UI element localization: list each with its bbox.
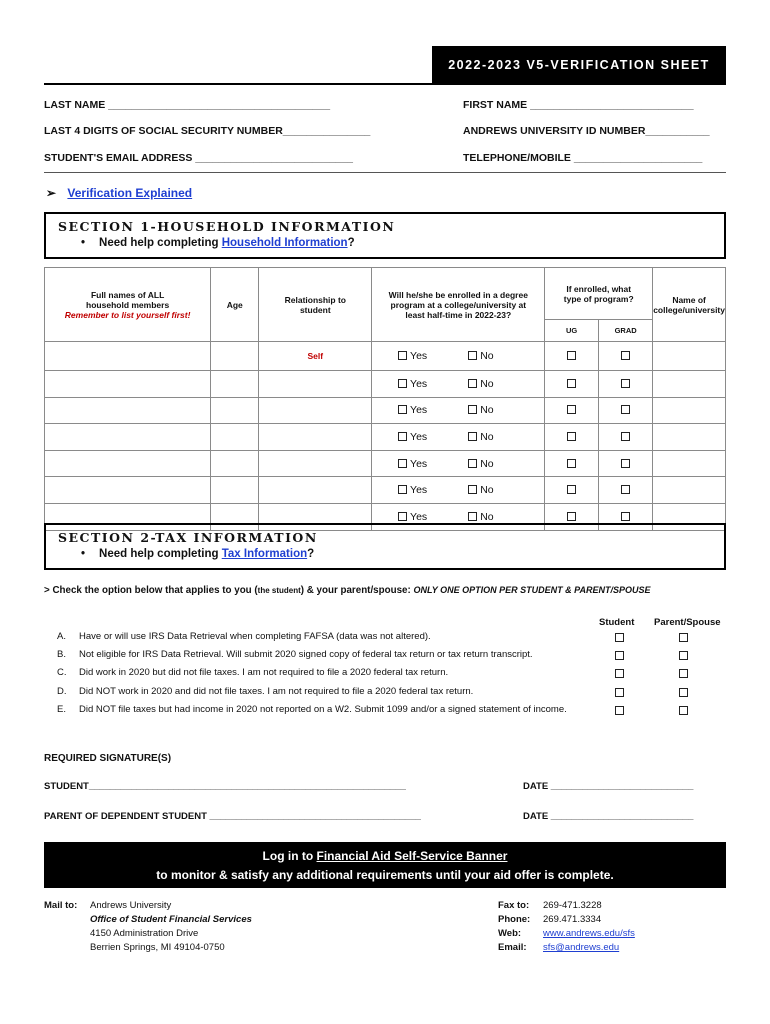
student-date-line[interactable]: DATE ___________________________ — [523, 781, 694, 792]
yes-label: Yes — [410, 457, 428, 470]
no-label: No — [480, 377, 494, 390]
fax-number: 269-471.3228 — [543, 900, 602, 911]
student-option-checkbox[interactable] — [615, 688, 624, 697]
mail-line4: Berrien Springs, MI 49104-0750 — [90, 942, 225, 953]
yes-checkbox[interactable] — [398, 459, 407, 468]
no-label: No — [480, 404, 494, 417]
no-label: No — [480, 457, 494, 470]
member-name-cell[interactable] — [45, 424, 211, 451]
parent-signature-line[interactable]: PARENT OF DEPENDENT STUDENT ________________________________________ — [44, 811, 421, 822]
footer-line2: to monitor & satisfy any additional requirements until your aid offer is complete. — [156, 868, 614, 882]
verification-explained — [46, 186, 192, 200]
member-age-cell[interactable] — [211, 371, 259, 398]
tax-option-row — [44, 686, 726, 704]
member-relationship-cell[interactable] — [259, 424, 372, 451]
college-cell[interactable] — [653, 477, 726, 504]
no-checkbox[interactable] — [468, 379, 477, 388]
header-college-line2: college/university — [653, 304, 725, 315]
student-option-checkbox[interactable] — [615, 706, 624, 715]
college-cell[interactable] — [653, 371, 726, 398]
household-row — [45, 342, 726, 371]
instruction-part3: ) & your parent/spouse: — [300, 585, 414, 596]
ug-cell — [545, 371, 599, 398]
household-row — [45, 424, 726, 451]
ug-checkbox[interactable] — [567, 351, 576, 360]
footer-banner — [44, 842, 726, 888]
yes-label: Yes — [410, 377, 428, 390]
member-relationship-cell[interactable] — [259, 450, 372, 477]
header-rel-line1: Relationship to — [284, 294, 346, 305]
instruction-part2: the student — [257, 586, 301, 595]
household-information-link[interactable]: Household Information — [221, 237, 348, 249]
tax-option-row — [44, 704, 726, 722]
no-checkbox[interactable] — [468, 459, 477, 468]
ug-checkbox[interactable] — [567, 432, 576, 441]
grad-checkbox[interactable] — [621, 485, 630, 494]
member-name-cell[interactable] — [45, 450, 211, 477]
yes-checkbox[interactable] — [398, 512, 407, 521]
ug-cell — [545, 397, 599, 424]
section2-help-text: Need help completing — [99, 548, 222, 560]
header-names-note: Remember to list yourself first! — [64, 309, 191, 320]
tax-option-text: Did work in 2020 but did not file taxes. I am not required to file a 2020 federal tax return. — [79, 667, 449, 678]
self-service-banner-link[interactable]: Financial Aid Self-Service Banner — [316, 849, 508, 863]
tax-option-letter: B. — [57, 649, 66, 660]
header-grad: GRAD — [599, 320, 653, 342]
web-label: Web: — [498, 928, 522, 939]
yes-checkbox[interactable] — [398, 405, 407, 414]
tax-option-text: Not eligible for IRS Data Retrieval. Will submit 2020 signed copy of federal tax return or tax return transcript. — [79, 649, 533, 660]
phone-number: 269.471.3334 — [543, 914, 602, 925]
yes-label: Yes — [410, 404, 428, 417]
parent-option-checkbox[interactable] — [679, 706, 688, 715]
ug-checkbox[interactable] — [567, 485, 576, 494]
member-age-cell[interactable] — [211, 424, 259, 451]
student-option-checkbox[interactable] — [615, 651, 624, 660]
parent-option-checkbox[interactable] — [679, 688, 688, 697]
instruction-part1: > Check the option below that applies to you ( — [44, 585, 258, 596]
college-cell[interactable] — [653, 450, 726, 477]
header-enroll-line3: least half-time in 2022-23? — [405, 309, 512, 320]
phone-field[interactable]: TELEPHONE/MOBILE ______________________ — [463, 152, 703, 164]
grad-checkbox[interactable] — [621, 405, 630, 414]
grad-cell — [599, 424, 653, 451]
bullet-icon: • — [81, 548, 86, 560]
header-full-names — [45, 268, 211, 342]
instruction-part4: ONLY ONE OPTION PER STUDENT & PARENT/SPOUSE — [413, 585, 651, 595]
household-row — [45, 371, 726, 398]
section1-header — [44, 212, 726, 259]
verification-explained-link[interactable]: Verification Explained — [67, 186, 193, 200]
email-link[interactable]: sfs@andrews.edu — [543, 942, 620, 953]
ug-cell — [545, 342, 599, 371]
bullet-icon: • — [81, 237, 86, 249]
header-enroll-line1: Will he/she be enrolled in a degree — [388, 289, 528, 300]
section1-title: SECTION 1-HOUSEHOLD INFORMATION — [58, 219, 396, 234]
ssn-field[interactable]: LAST 4 DIGITS OF SOCIAL SECURITY NUMBER_______________ — [44, 125, 371, 137]
grad-cell — [599, 477, 653, 504]
arrow-icon: ➢ — [46, 186, 57, 200]
parent-option-checkbox[interactable] — [679, 651, 688, 660]
member-age-cell[interactable] — [211, 450, 259, 477]
student-column-header: Student — [599, 617, 635, 628]
header-names-line2: household members — [86, 299, 170, 310]
mail-label: Mail to: — [44, 900, 78, 911]
section1-help-suffix: ? — [347, 237, 355, 249]
tax-option-letter: E. — [57, 704, 66, 715]
last-name-field[interactable]: LAST NAME ______________________________________ — [44, 99, 331, 111]
yes-label: Yes — [410, 484, 428, 497]
section1-help-text: Need help completing — [99, 237, 222, 249]
grad-checkbox[interactable] — [621, 432, 630, 441]
mail-line2: Office of Student Financial Services — [90, 914, 252, 925]
parent-option-checkbox[interactable] — [679, 633, 688, 642]
contact-labels — [498, 899, 530, 955]
member-age-cell[interactable] — [211, 342, 259, 371]
tax-option-text: Have or will use IRS Data Retrieval when completing FAFSA (data was not altered). — [79, 631, 431, 642]
section2-title: SECTION 2-TAX INFORMATION — [58, 530, 318, 545]
enrolled-cell — [372, 342, 545, 371]
student-option-checkbox[interactable] — [615, 669, 624, 678]
grad-cell — [599, 450, 653, 477]
tax-option-row — [44, 667, 726, 685]
yes-checkbox[interactable] — [398, 432, 407, 441]
website-link[interactable]: www.andrews.edu/sfs — [543, 928, 635, 939]
fax-label: Fax to: — [498, 900, 530, 911]
household-table — [44, 267, 726, 531]
grad-cell — [599, 371, 653, 398]
first-name-field[interactable]: FIRST NAME ____________________________ — [463, 99, 694, 111]
no-checkbox[interactable] — [468, 512, 477, 521]
college-cell[interactable] — [653, 397, 726, 424]
au-id-field[interactable]: ANDREWS UNIVERSITY ID NUMBER___________ — [463, 125, 710, 137]
header-names-line1: Full names of ALL — [90, 289, 165, 300]
member-name-cell[interactable] — [45, 342, 211, 371]
header-rule — [44, 83, 726, 85]
grad-cell — [599, 342, 653, 371]
tax-option-letter: D. — [57, 686, 67, 697]
ug-checkbox[interactable] — [567, 459, 576, 468]
grad-checkbox[interactable] — [621, 379, 630, 388]
phone-label: Phone: — [498, 914, 531, 925]
email-field[interactable]: STUDENT'S EMAIL ADDRESS ___________________________ — [44, 152, 353, 164]
parent-option-checkbox[interactable] — [679, 669, 688, 678]
section2-header — [44, 523, 726, 570]
yes-label: Yes — [410, 510, 428, 523]
member-name-cell[interactable] — [45, 477, 211, 504]
header-type-line2: type of program? — [563, 293, 634, 304]
signatures-heading: REQUIRED SIGNATURE(S) — [44, 753, 172, 764]
member-relationship-cell[interactable] — [259, 397, 372, 424]
tax-option-row — [44, 631, 726, 649]
header-rel-line2: student — [299, 304, 331, 315]
enrolled-cell — [372, 371, 545, 398]
yes-label: Yes — [410, 350, 428, 362]
header-age: Age — [211, 268, 259, 342]
tax-information-link[interactable]: Tax Information — [221, 548, 308, 560]
grad-checkbox[interactable] — [621, 512, 630, 521]
header-ug: UG — [545, 320, 599, 342]
grad-cell — [599, 397, 653, 424]
header-enroll-line2: program at a college/university at — [390, 299, 527, 310]
ug-checkbox[interactable] — [567, 379, 576, 388]
no-label: No — [480, 510, 494, 523]
tax-option-text: Did NOT file taxes but had income in 2020 not reported on a W2. Submit 1099 and/or a signed statement of income. — [79, 704, 567, 715]
tax-instruction — [44, 585, 650, 596]
footer-line1 — [44, 847, 726, 866]
ug-checkbox[interactable] — [567, 405, 576, 414]
yes-checkbox[interactable] — [398, 351, 407, 360]
email-label: Email: — [498, 942, 527, 953]
ug-cell — [545, 450, 599, 477]
ug-cell — [545, 477, 599, 504]
parent-date-line[interactable]: DATE ___________________________ — [523, 811, 694, 822]
college-cell[interactable] — [653, 342, 726, 371]
no-checkbox[interactable] — [468, 485, 477, 494]
no-checkbox[interactable] — [468, 432, 477, 441]
member-name-cell[interactable] — [45, 397, 211, 424]
grad-checkbox[interactable] — [621, 351, 630, 360]
header-type-line1: If enrolled, what — [566, 283, 632, 294]
tax-option-letter: C. — [57, 667, 67, 678]
member-relationship-cell[interactable] — [259, 477, 372, 504]
no-label: No — [480, 350, 494, 362]
enrolled-cell — [372, 477, 545, 504]
header-enrolled — [372, 268, 545, 342]
tax-option-letter: A. — [57, 631, 66, 642]
household-row — [45, 450, 726, 477]
member-age-cell[interactable] — [211, 397, 259, 424]
grad-checkbox[interactable] — [621, 459, 630, 468]
header-college-line1: Name of — [672, 294, 706, 305]
enrolled-cell — [372, 450, 545, 477]
mailing-address — [90, 899, 252, 955]
student-option-checkbox[interactable] — [615, 633, 624, 642]
self-label: Self — [307, 351, 324, 361]
contact-values — [543, 899, 635, 955]
household-row — [45, 477, 726, 504]
tax-option-text: Did NOT work in 2020 and did not file taxes. I am not required to file a 2020 federal tax return. — [79, 686, 474, 697]
fields-rule — [44, 172, 726, 173]
no-label: No — [480, 484, 494, 497]
tax-option-row — [44, 649, 726, 667]
yes-label: Yes — [410, 430, 428, 443]
section2-help — [81, 548, 314, 560]
no-checkbox[interactable] — [468, 351, 477, 360]
no-checkbox[interactable] — [468, 405, 477, 414]
mail-line1: Andrews University — [90, 900, 172, 911]
yes-checkbox[interactable] — [398, 379, 407, 388]
student-signature-line[interactable]: STUDENT____________________________________________________________ — [44, 781, 406, 792]
yes-checkbox[interactable] — [398, 485, 407, 494]
member-relationship-cell[interactable] — [259, 371, 372, 398]
header-college — [653, 268, 726, 342]
header-program-type — [545, 268, 653, 320]
member-name-cell[interactable] — [45, 371, 211, 398]
no-label: No — [480, 430, 494, 443]
ug-checkbox[interactable] — [567, 512, 576, 521]
header-relationship — [259, 268, 372, 342]
page-title: 2022-2023 V5-VERIFICATION SHEET — [432, 46, 726, 84]
college-cell[interactable] — [653, 424, 726, 451]
enrolled-cell — [372, 397, 545, 424]
household-row — [45, 397, 726, 424]
member-age-cell[interactable] — [211, 477, 259, 504]
ug-cell — [545, 424, 599, 451]
member-relationship-cell[interactable] — [259, 342, 372, 371]
parent-column-header: Parent/Spouse — [654, 617, 721, 628]
footer-prefix: Log in to — [262, 849, 317, 863]
section1-help — [81, 237, 355, 249]
section2-help-suffix: ? — [307, 548, 315, 560]
household-rows — [45, 342, 726, 531]
mail-line3: 4150 Administration Drive — [90, 928, 199, 939]
enrolled-cell — [372, 424, 545, 451]
